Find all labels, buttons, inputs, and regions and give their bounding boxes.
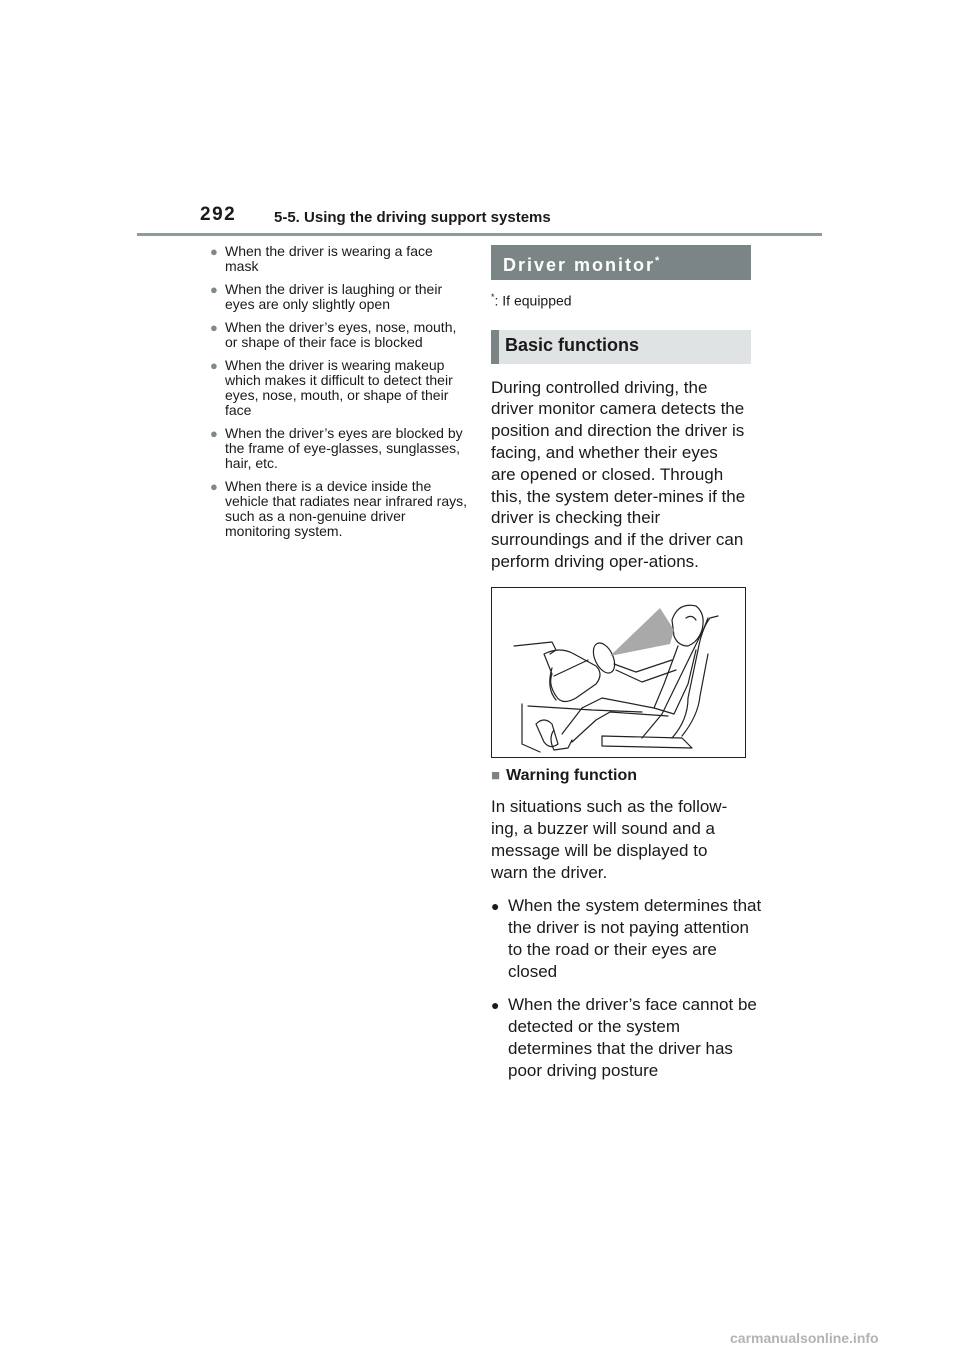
warning-heading — [491, 766, 751, 786]
driver-monitor-heading — [491, 245, 751, 280]
basic-functions-paragraph: During controlled driving, the driver monitor camera detects the position and direction the driver is facing, and whether their eyes are opened or closed. Through this, the system deter-mines if the driver is checking their surroundings and if the driver can perform driving oper-ations. — [491, 377, 746, 572]
list-item-text: When the driver’s eyes are blocked by the frame of eye-glasses, sunglasses, hair, etc. — [225, 425, 463, 471]
list-item-text: When the driver is wearing a face mask — [225, 243, 433, 274]
bullet-icon: ● — [491, 996, 500, 1013]
warning-list — [491, 895, 762, 1082]
list-item-text: When there is a device inside the vehicle that radiates near infrared rays, such as a non-genuine driver monitoring system. — [225, 478, 468, 539]
list-item — [210, 320, 468, 350]
list-item-text: When the driver’s face cannot be detected or the system determines that the driver has poor driving posture — [508, 994, 757, 1080]
bullet-icon: ● — [210, 282, 218, 297]
bullet-icon: ● — [491, 897, 500, 914]
asterisk-mark: * — [655, 255, 660, 267]
footnote-mark: * — [491, 292, 495, 302]
bullet-icon: ● — [210, 479, 218, 494]
header-rule — [137, 233, 822, 236]
section-title: 5-5. Using the driving support systems — [274, 209, 551, 226]
list-item — [210, 358, 468, 418]
right-column — [491, 245, 762, 1093]
list-item — [210, 426, 468, 471]
warning-title: Warning function — [506, 766, 637, 784]
bullet-icon: ● — [210, 358, 218, 373]
list-item — [491, 895, 763, 983]
warning-paragraph: In situations such as the follow-ing, a buzzer will sound and a message will be displayed to warn the driver. — [491, 796, 728, 882]
bullet-icon: ● — [210, 244, 218, 259]
page-number: 292 — [200, 204, 237, 225]
condition-list — [210, 244, 468, 547]
watermark: carmanualsonline.info — [730, 1330, 879, 1346]
footnote-text: : If equipped — [494, 292, 572, 309]
driver-monitor-title: Driver monitor — [503, 255, 656, 275]
list-item-text: When the driver’s eyes, nose, mouth, or shape of their face is blocked — [225, 319, 457, 350]
list-item-text: When the driver is wearing makeup which makes it difficult to detect their eyes, nose, mouth, or shape of their face — [225, 357, 453, 418]
driver-monitor-illustration — [491, 587, 746, 758]
footnote — [491, 292, 751, 309]
bullet-icon: ● — [210, 426, 218, 441]
square-marker-icon: ■ — [491, 766, 501, 784]
list-item-text: When the driver is laughing or their eyes are only slightly open — [225, 281, 443, 312]
basic-functions-heading: Basic functions — [491, 330, 751, 364]
bullet-icon: ● — [210, 320, 218, 335]
list-item — [210, 282, 468, 312]
list-item — [210, 479, 468, 539]
list-item — [491, 994, 763, 1082]
list-item — [210, 244, 468, 274]
driver-seat-illustration — [492, 588, 747, 759]
list-item-text: When the system determines that the driver is not paying attention to the road or their eyes are closed — [508, 895, 762, 981]
